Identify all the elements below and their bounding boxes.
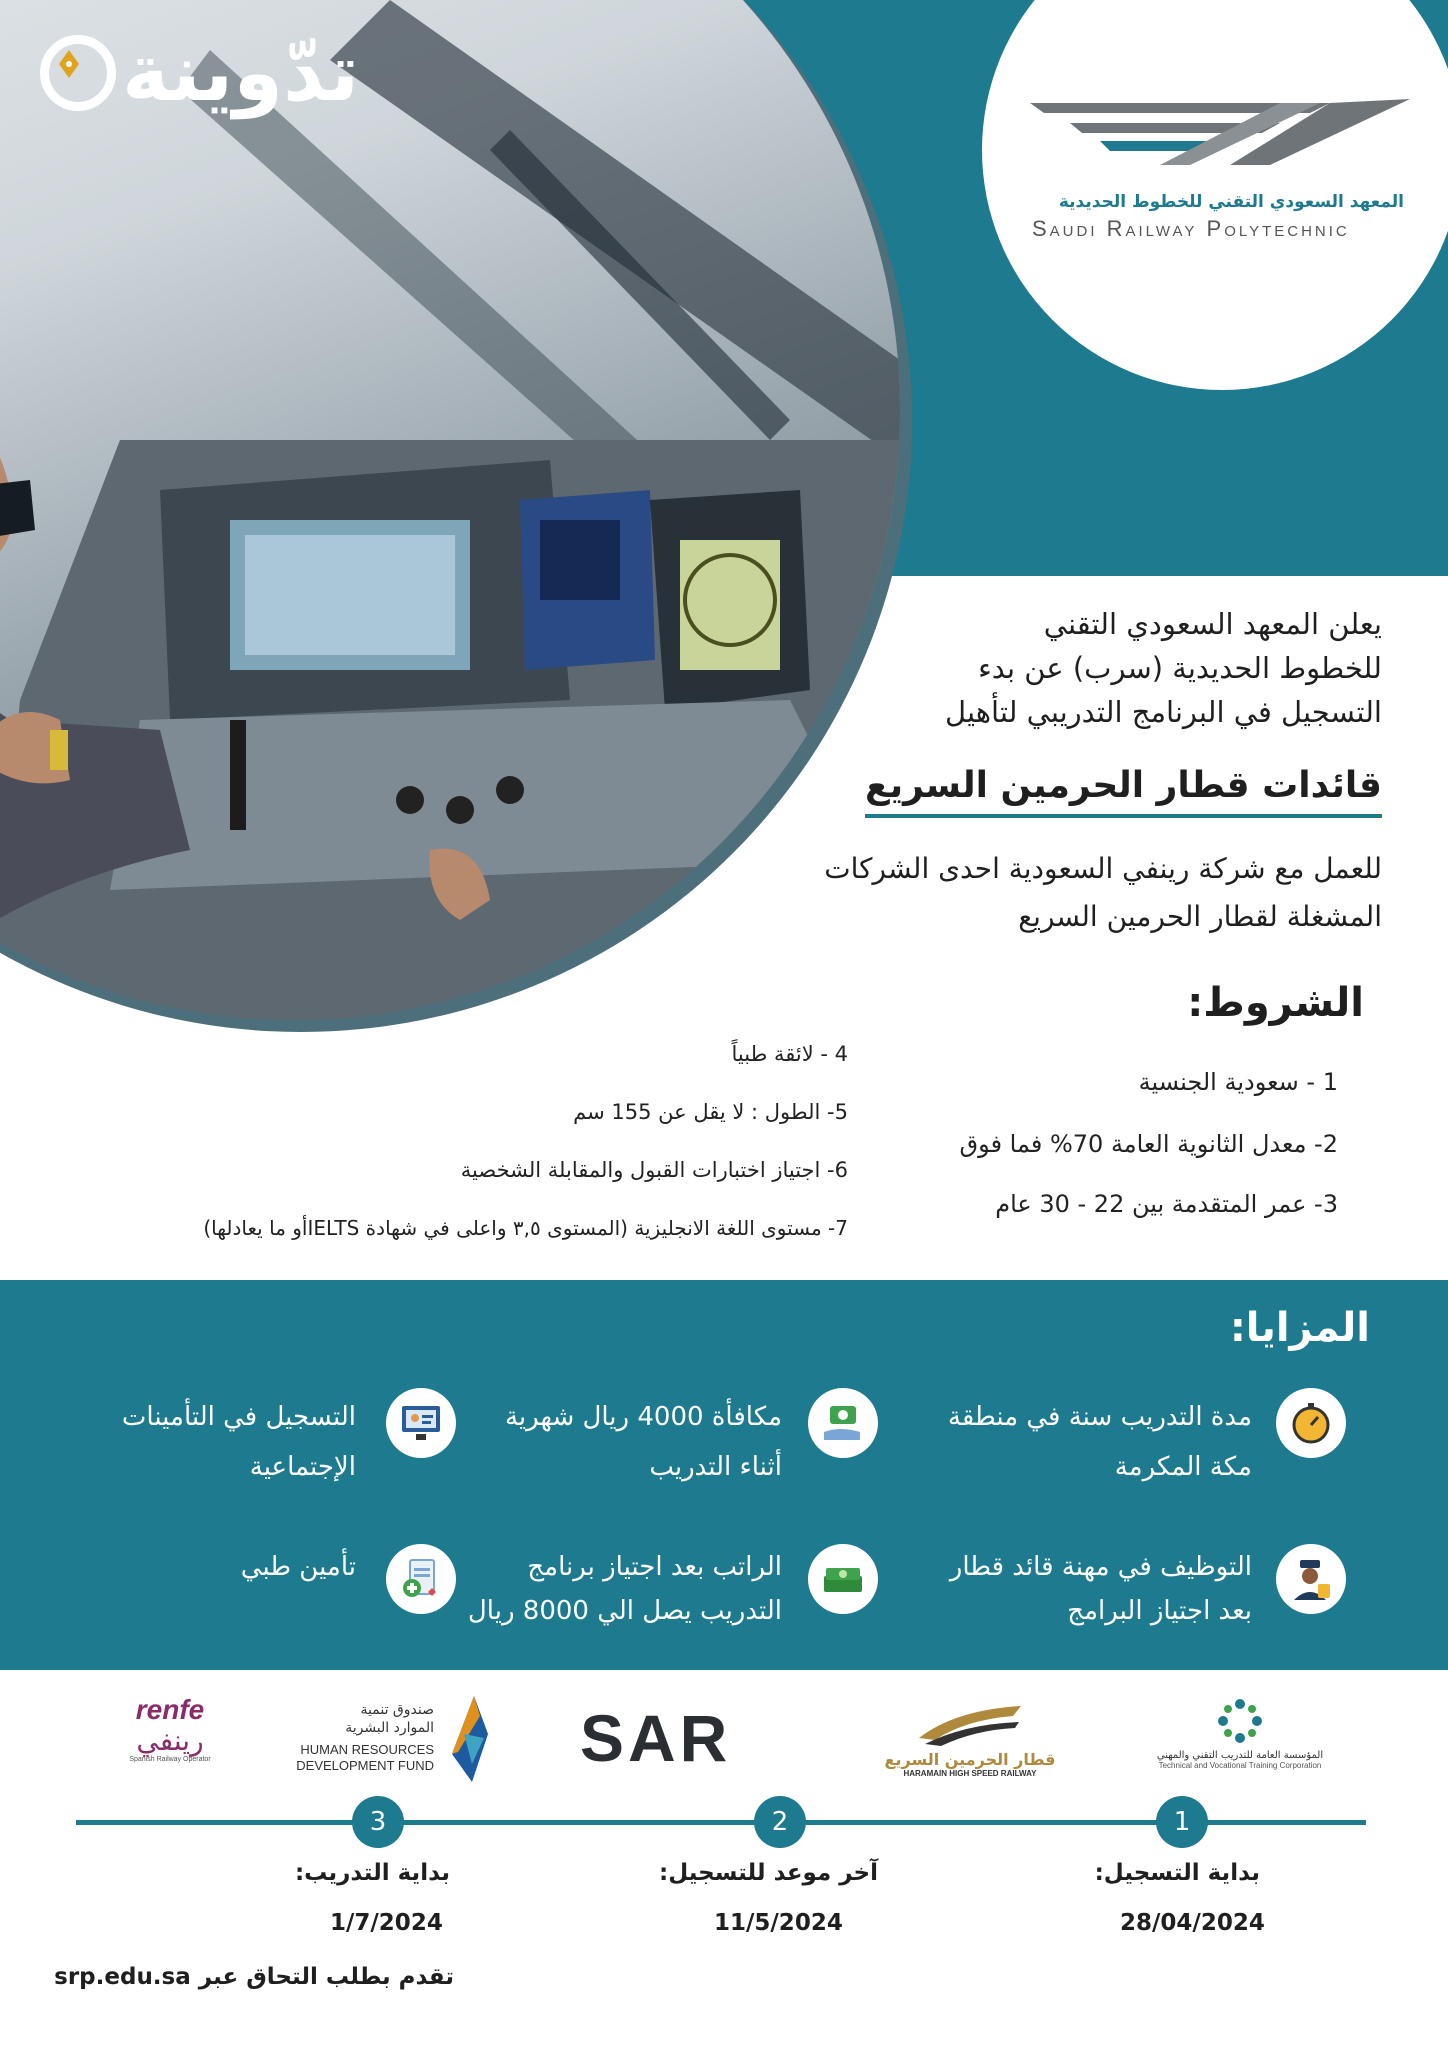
timeline-date: 1/7/2024	[330, 1910, 443, 1936]
watermark-logo	[40, 28, 359, 118]
hrdf-name-ar-1: صندوق تنمية	[360, 1702, 434, 1718]
condition-item: 4 - لائقة طبياً	[731, 1042, 848, 1066]
hrdf-logo	[290, 1694, 490, 1784]
money-hand-icon	[808, 1388, 878, 1458]
tvtc-star-icon	[1215, 1696, 1265, 1746]
condition-item: 1 - سعودية الجنسية	[1138, 1068, 1338, 1096]
hrdf-name-en-2: DEVELOPMENT FUND	[296, 1758, 434, 1773]
timeline-label: آخر موعد للتسجيل:	[659, 1860, 878, 1886]
timeline-step-3: 3	[352, 1796, 404, 1848]
intro-line: للخطوط الحديدية (سرب) عن بدء	[978, 651, 1382, 685]
benefit-item	[505, 1392, 782, 1492]
benefit-line: التدريب يصل الي 8000 ريال	[467, 1596, 782, 1626]
company-text	[702, 845, 1382, 941]
benefit-line: الراتب بعد اجتياز برنامج	[527, 1552, 782, 1582]
condition-item: 2- معدل الثانوية العامة 70% فما فوق	[959, 1130, 1338, 1158]
intro-line: التسجيل في البرنامج التدريبي لتأهيل	[945, 695, 1382, 729]
haramain-train-icon	[915, 1700, 1025, 1746]
haramain-name-en: HARAMAIN HIGH SPEED RAILWAY	[903, 1769, 1037, 1778]
condition-item: 3- عمر المتقدمة بين 22 - 30 عام	[995, 1190, 1338, 1218]
timeline-step-1: 1	[1156, 1796, 1208, 1848]
timeline-label: بداية التدريب:	[294, 1860, 450, 1886]
timeline-date: 28/04/2024	[1120, 1910, 1265, 1936]
headline: قائدات قطار الحرمين السريع	[865, 765, 1382, 818]
renfe-name-en: renfe	[135, 1694, 205, 1725]
condition-item: 6- اجتياز اختبارات القبول والمقابلة الشخصية	[460, 1158, 848, 1182]
tvtc-logo	[1150, 1696, 1330, 1770]
stopwatch-icon	[1276, 1388, 1346, 1458]
institute-name-ar: المعهد السعودي التقني للخطوط الحديدية	[1058, 192, 1404, 212]
tvtc-name-ar: المؤسسة العامة للتدريب التقني والمهني	[1156, 1750, 1324, 1761]
benefit-line: مكة المكرمة	[1114, 1452, 1252, 1482]
haramain-logo	[870, 1700, 1070, 1778]
condition-item: 7- مستوى اللغة الانجليزية (المستوى ٣,٥ واعلى في شهادة IELTSأو ما يعادلها)	[203, 1216, 848, 1240]
medical-insurance-icon	[386, 1544, 456, 1614]
hrdf-name-en-1: HUMAN RESOURCES	[300, 1742, 434, 1757]
benefit-line: تأمين طبي	[240, 1552, 356, 1582]
benefit-item	[948, 1392, 1252, 1492]
condition-item: 5- الطول : لا يقل عن 155 سم	[573, 1100, 848, 1124]
intro-line: يعلن المعهد السعودي التقني	[1043, 607, 1382, 641]
benefit-item	[122, 1392, 356, 1492]
sar-logo: SAR	[580, 1701, 732, 1775]
renfe-name-ar: رينفي	[136, 1724, 204, 1757]
tvtc-name-en: Technical and Vocational Training Corporation	[1158, 1761, 1322, 1770]
benefit-line: التوظيف في مهنة قائد قطار	[949, 1552, 1252, 1582]
benefit-item	[950, 1545, 1252, 1633]
company-line: المشغلة لقطار الحرمين السريع	[1018, 900, 1382, 933]
renfe-subtitle: Spanish Railway Operator	[129, 1756, 211, 1763]
benefit-line: الإجتماعية	[249, 1452, 356, 1482]
srp-logo-icon	[1030, 95, 1410, 175]
haramain-name-ar: قطار الحرمين السريع	[884, 1750, 1056, 1769]
hrdf-emblem-icon	[444, 1694, 490, 1784]
timeline-label: بداية التسجيل:	[1094, 1860, 1260, 1886]
hrdf-name-ar-2: الموارد البشرية	[345, 1720, 434, 1736]
cash-stack-icon	[808, 1544, 878, 1614]
watermark-text: تدّوينة	[122, 26, 360, 119]
benefit-line: التسجيل في التأمينات	[121, 1402, 356, 1432]
timeline-date: 11/5/2024	[714, 1910, 843, 1936]
benefit-line: مدة التدريب سنة في منطقة	[947, 1402, 1252, 1432]
train-driver-icon	[1276, 1544, 1346, 1614]
company-line: للعمل مع شركة رينفي السعودية احدى الشركات	[824, 852, 1382, 885]
pen-nib-icon	[40, 35, 116, 111]
benefit-line: مكافأة 4000 ريال شهرية	[504, 1402, 782, 1432]
timeline-step-2: 2	[754, 1796, 806, 1848]
apply-link[interactable]: تقدم بطلب التحاق عبر srp.edu.sa	[54, 1964, 454, 1990]
benefit-item	[241, 1545, 356, 1589]
conditions-title: الشروط:	[1187, 980, 1364, 1026]
computer-id-icon	[386, 1388, 456, 1458]
intro-text	[742, 602, 1382, 734]
benefits-title: المزايا:	[1229, 1305, 1370, 1351]
renfe-logo	[110, 1694, 230, 1763]
institute-name-en: Saudi Railway Polytechnic	[1032, 216, 1350, 241]
benefit-line: بعد اجتياز البرامج	[1067, 1596, 1252, 1626]
benefit-item	[468, 1545, 782, 1633]
benefit-line: أثناء التدريب	[649, 1452, 782, 1482]
